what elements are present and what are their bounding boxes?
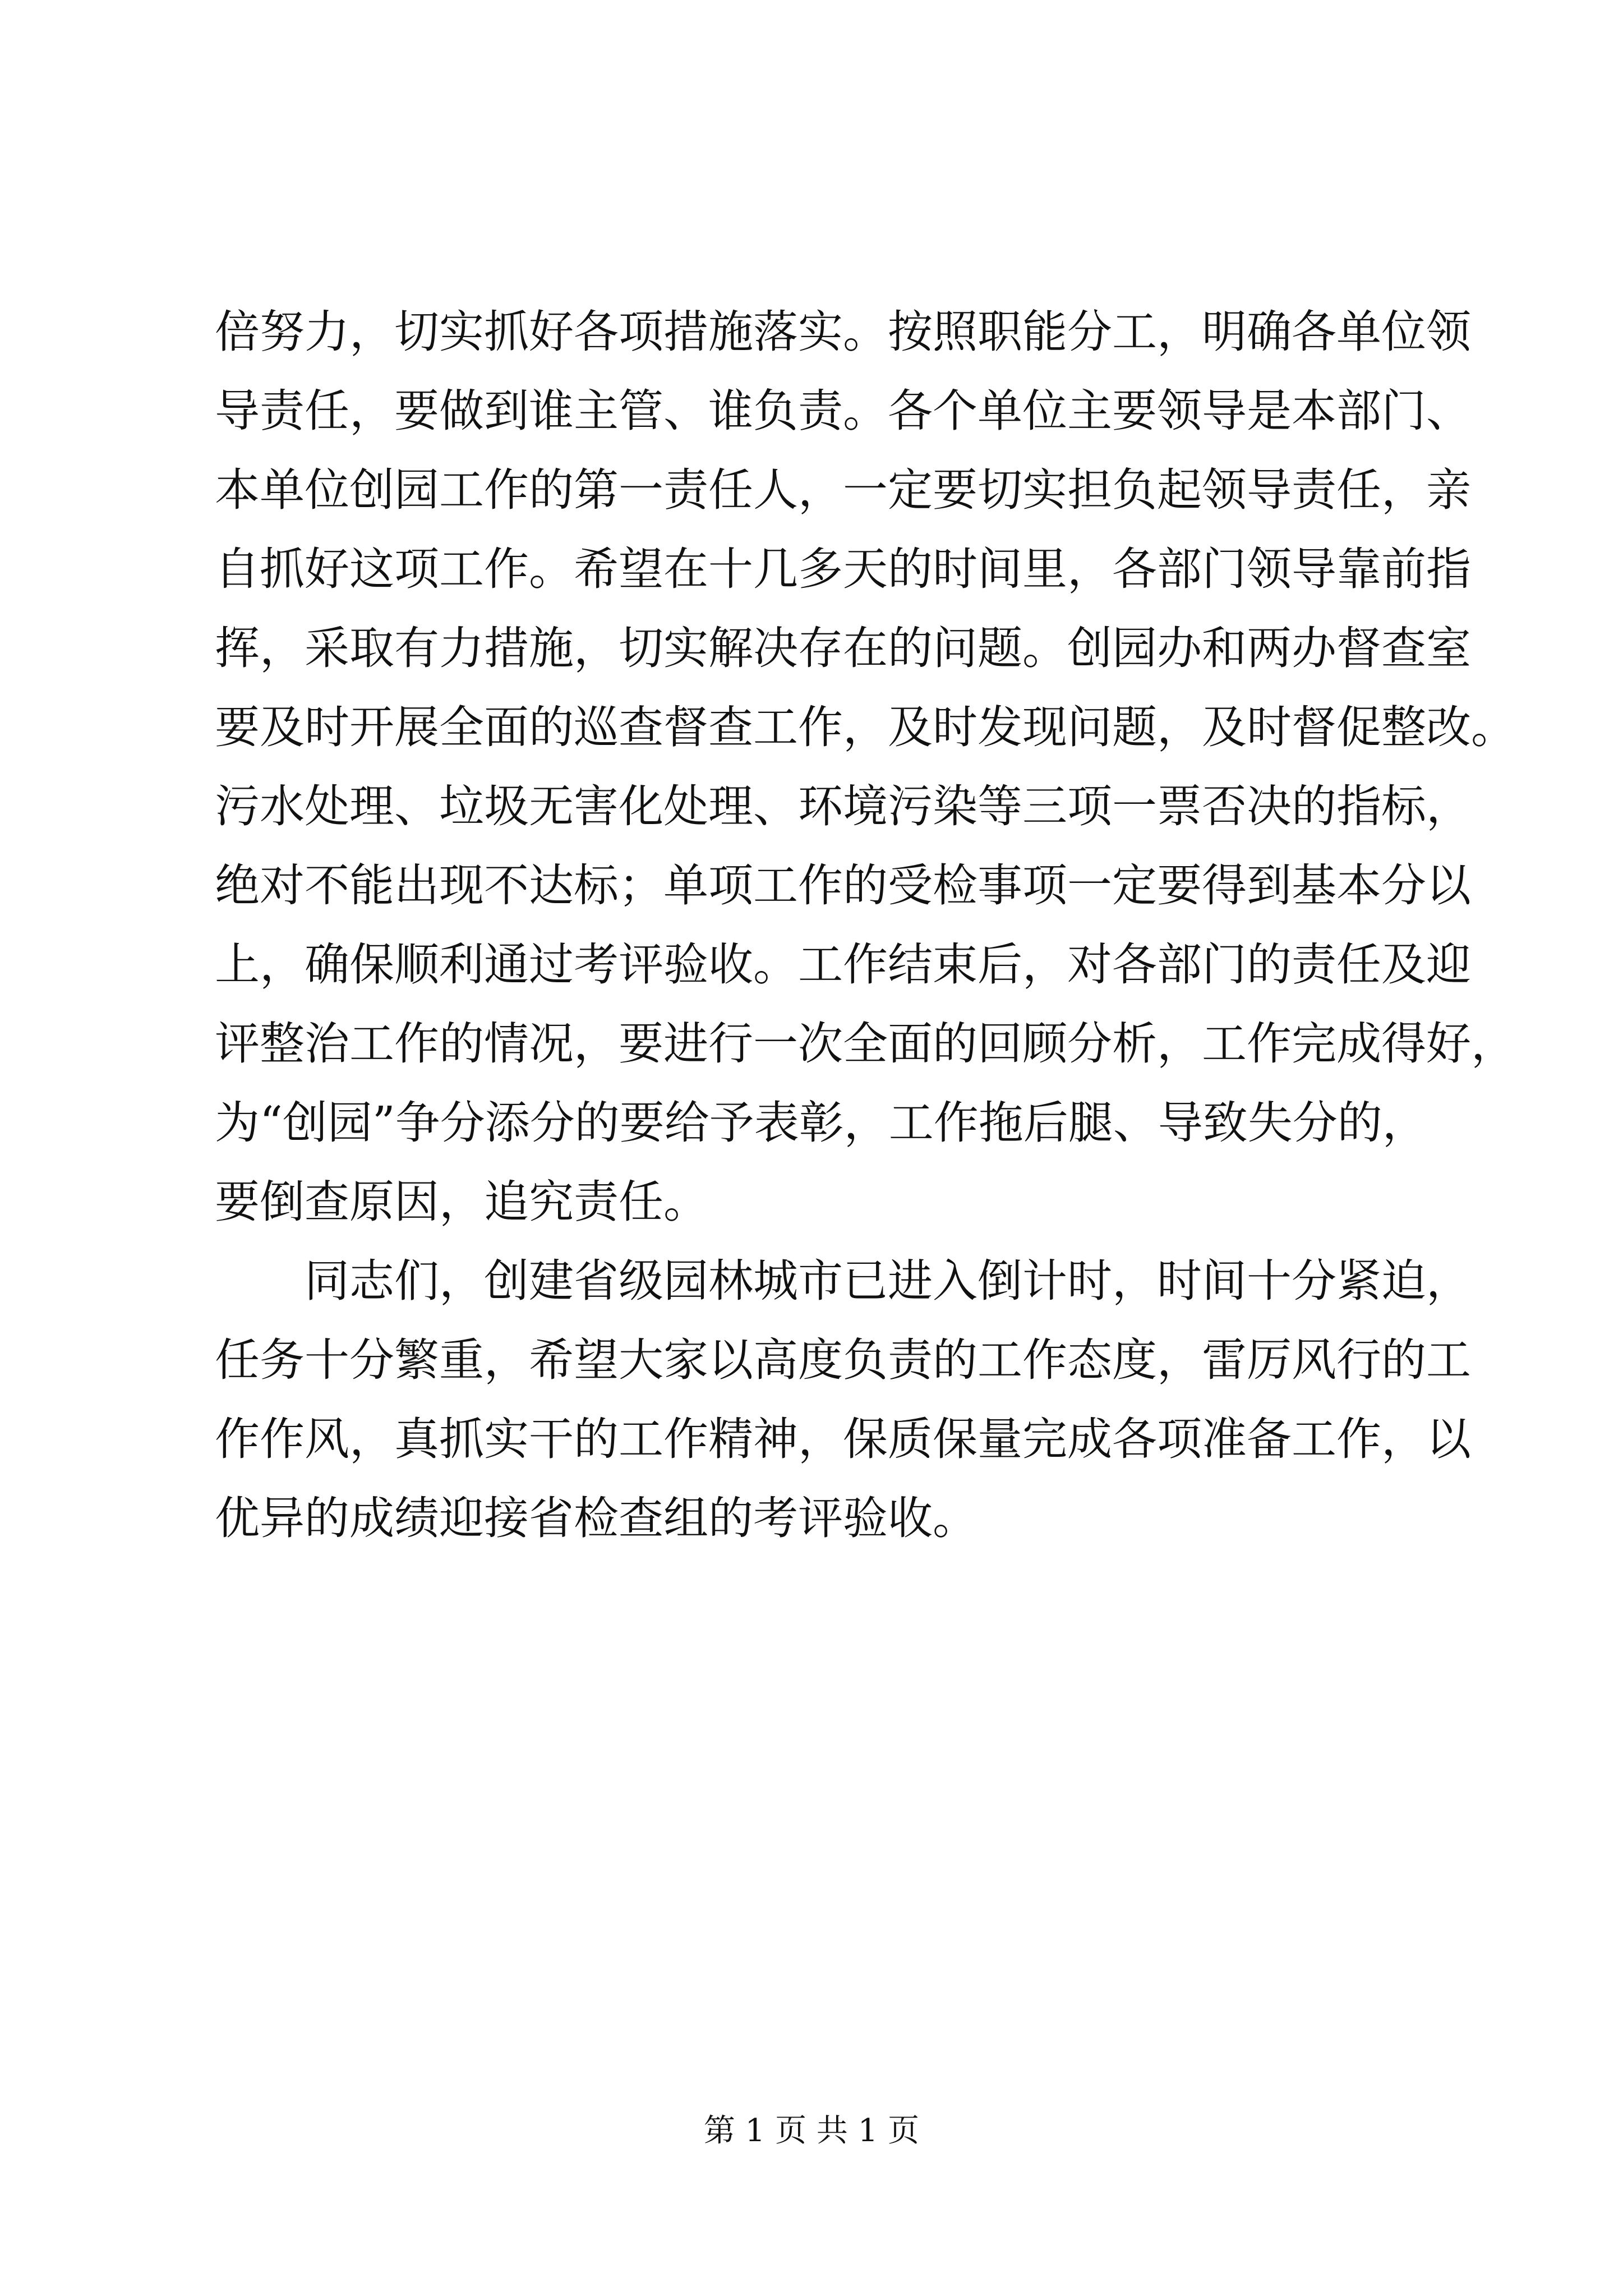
text-line: 作作风，真抓实干的工作精神，保质保量完成各项准备工作，以 — [215, 1413, 1471, 1465]
text-line: 要及时开展全面的巡查督查工作，及时发现问题，及时督促整改。 — [215, 701, 1516, 753]
text-line: 导责任，要做到谁主管、谁负责。各个单位主要领导是本部门、 — [215, 385, 1471, 437]
text-line: 倍努力，切实抓好各项措施落实。按照职能分工，明确各单位领 — [215, 306, 1471, 358]
text-line: 挥，采取有力措施，切实解决存在的问题。创园办和两办督查室 — [215, 622, 1471, 674]
text-line: 上，确保顺利通过考评验收。工作结束后，对各部门的责任及迎 — [215, 938, 1471, 991]
text-line: 任务十分繁重，希望大家以高度负责的工作态度，雷厉风行的工 — [215, 1334, 1471, 1386]
text-line: 要倒查原因，追究责任。 — [215, 1176, 708, 1228]
text-line: 自抓好这项工作。希望在十几多天的时间里，各部门领导靠前指 — [215, 543, 1471, 595]
text-line: 绝对不能出现不达标；单项工作的受检事项一定要得到基本分以 — [215, 859, 1471, 912]
text-line: 本单位创园工作的第一责任人，一定要切实担负起领导责任，亲 — [215, 464, 1471, 516]
page-number-footer: 第 1 页 共 1 页 — [703, 2113, 920, 2149]
text-line: 优异的成绩迎接省检查组的考评验收。 — [215, 1492, 978, 1544]
text-line: 评整治工作的情况，要进行一次全面的回顾分析，工作完成得好， — [215, 1018, 1516, 1070]
text-line: 为“创园”争分添分的要给予表彰，工作拖后腿、导致失分的， — [215, 1097, 1427, 1149]
text-line: 污水处理、垃圾无害化处理、环境污染等三项一票否决的指标， — [215, 780, 1471, 832]
paragraph-first-line: 同志们，创建省级园林城市已进入倒计时，时间十分紧迫， — [305, 1255, 1471, 1307]
